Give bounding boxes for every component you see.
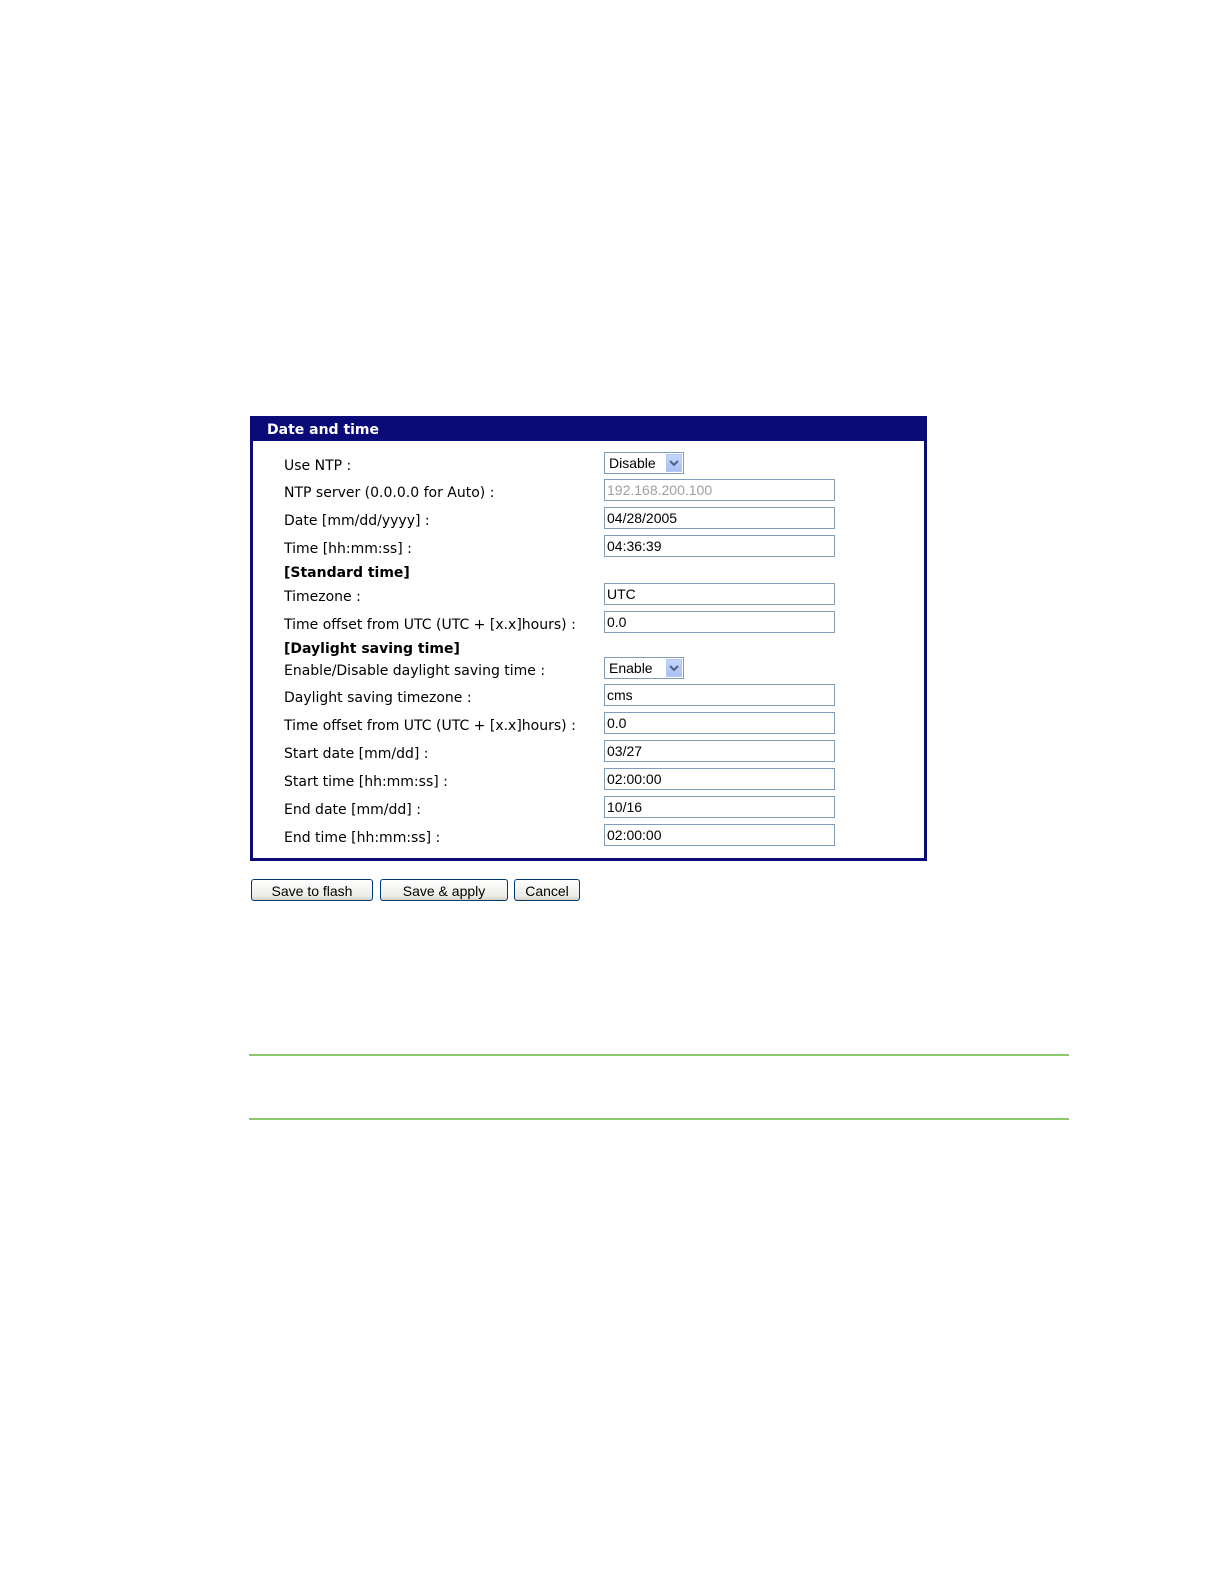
start-time-label: Start time [hh:mm:ss] : bbox=[284, 774, 448, 790]
panel-title: Date and time bbox=[253, 419, 924, 441]
start-time-input[interactable]: 02:00:00 bbox=[604, 768, 835, 790]
dst-enable-select[interactable] bbox=[604, 657, 684, 679]
use-ntp-value: Disable bbox=[609, 455, 656, 471]
standard-time-heading: [Standard time] bbox=[284, 565, 410, 581]
start-date-input[interactable]: 03/27 bbox=[604, 740, 835, 762]
dst-offset-input[interactable]: 0.0 bbox=[604, 712, 835, 734]
date-label: Date [mm/dd/yyyy] : bbox=[284, 513, 430, 529]
save-apply-button[interactable]: Save & apply bbox=[380, 879, 508, 901]
end-time-label: End time [hh:mm:ss] : bbox=[284, 830, 441, 846]
chevron-down-icon bbox=[666, 659, 682, 677]
cancel-button[interactable]: Cancel bbox=[514, 879, 580, 901]
ntp-server-input[interactable]: 192.168.200.100 bbox=[604, 479, 835, 501]
time-input[interactable]: 04:36:39 bbox=[604, 535, 835, 557]
dst-enable-label: Enable/Disable daylight saving time : bbox=[284, 663, 546, 679]
start-date-label: Start date [mm/dd] : bbox=[284, 746, 429, 762]
daylight-saving-heading: [Daylight saving time] bbox=[284, 641, 460, 657]
date-time-panel bbox=[250, 416, 927, 861]
save-to-flash-button[interactable]: Save to flash bbox=[251, 879, 373, 901]
ntp-server-label: NTP server (0.0.0.0 for Auto) : bbox=[284, 485, 495, 501]
std-offset-label: Time offset from UTC (UTC + [x.x]hours) : bbox=[284, 617, 576, 633]
end-date-input[interactable]: 10/16 bbox=[604, 796, 835, 818]
chevron-down-icon bbox=[666, 454, 682, 472]
dst-timezone-input[interactable]: cms bbox=[604, 684, 835, 706]
use-ntp-label: Use NTP : bbox=[284, 458, 352, 474]
time-label: Time [hh:mm:ss] : bbox=[284, 541, 412, 557]
dst-offset-label: Time offset from UTC (UTC + [x.x]hours) : bbox=[284, 718, 576, 734]
use-ntp-select[interactable] bbox=[604, 452, 684, 474]
end-time-input[interactable]: 02:00:00 bbox=[604, 824, 835, 846]
divider-bottom bbox=[249, 1118, 1069, 1120]
dst-timezone-label: Daylight saving timezone : bbox=[284, 690, 472, 706]
date-input[interactable]: 04/28/2005 bbox=[604, 507, 835, 529]
divider-top bbox=[249, 1054, 1069, 1056]
dst-enable-value: Enable bbox=[609, 660, 653, 676]
timezone-input[interactable]: UTC bbox=[604, 583, 835, 605]
timezone-label: Timezone : bbox=[284, 589, 361, 605]
end-date-label: End date [mm/dd] : bbox=[284, 802, 421, 818]
std-offset-input[interactable]: 0.0 bbox=[604, 611, 835, 633]
